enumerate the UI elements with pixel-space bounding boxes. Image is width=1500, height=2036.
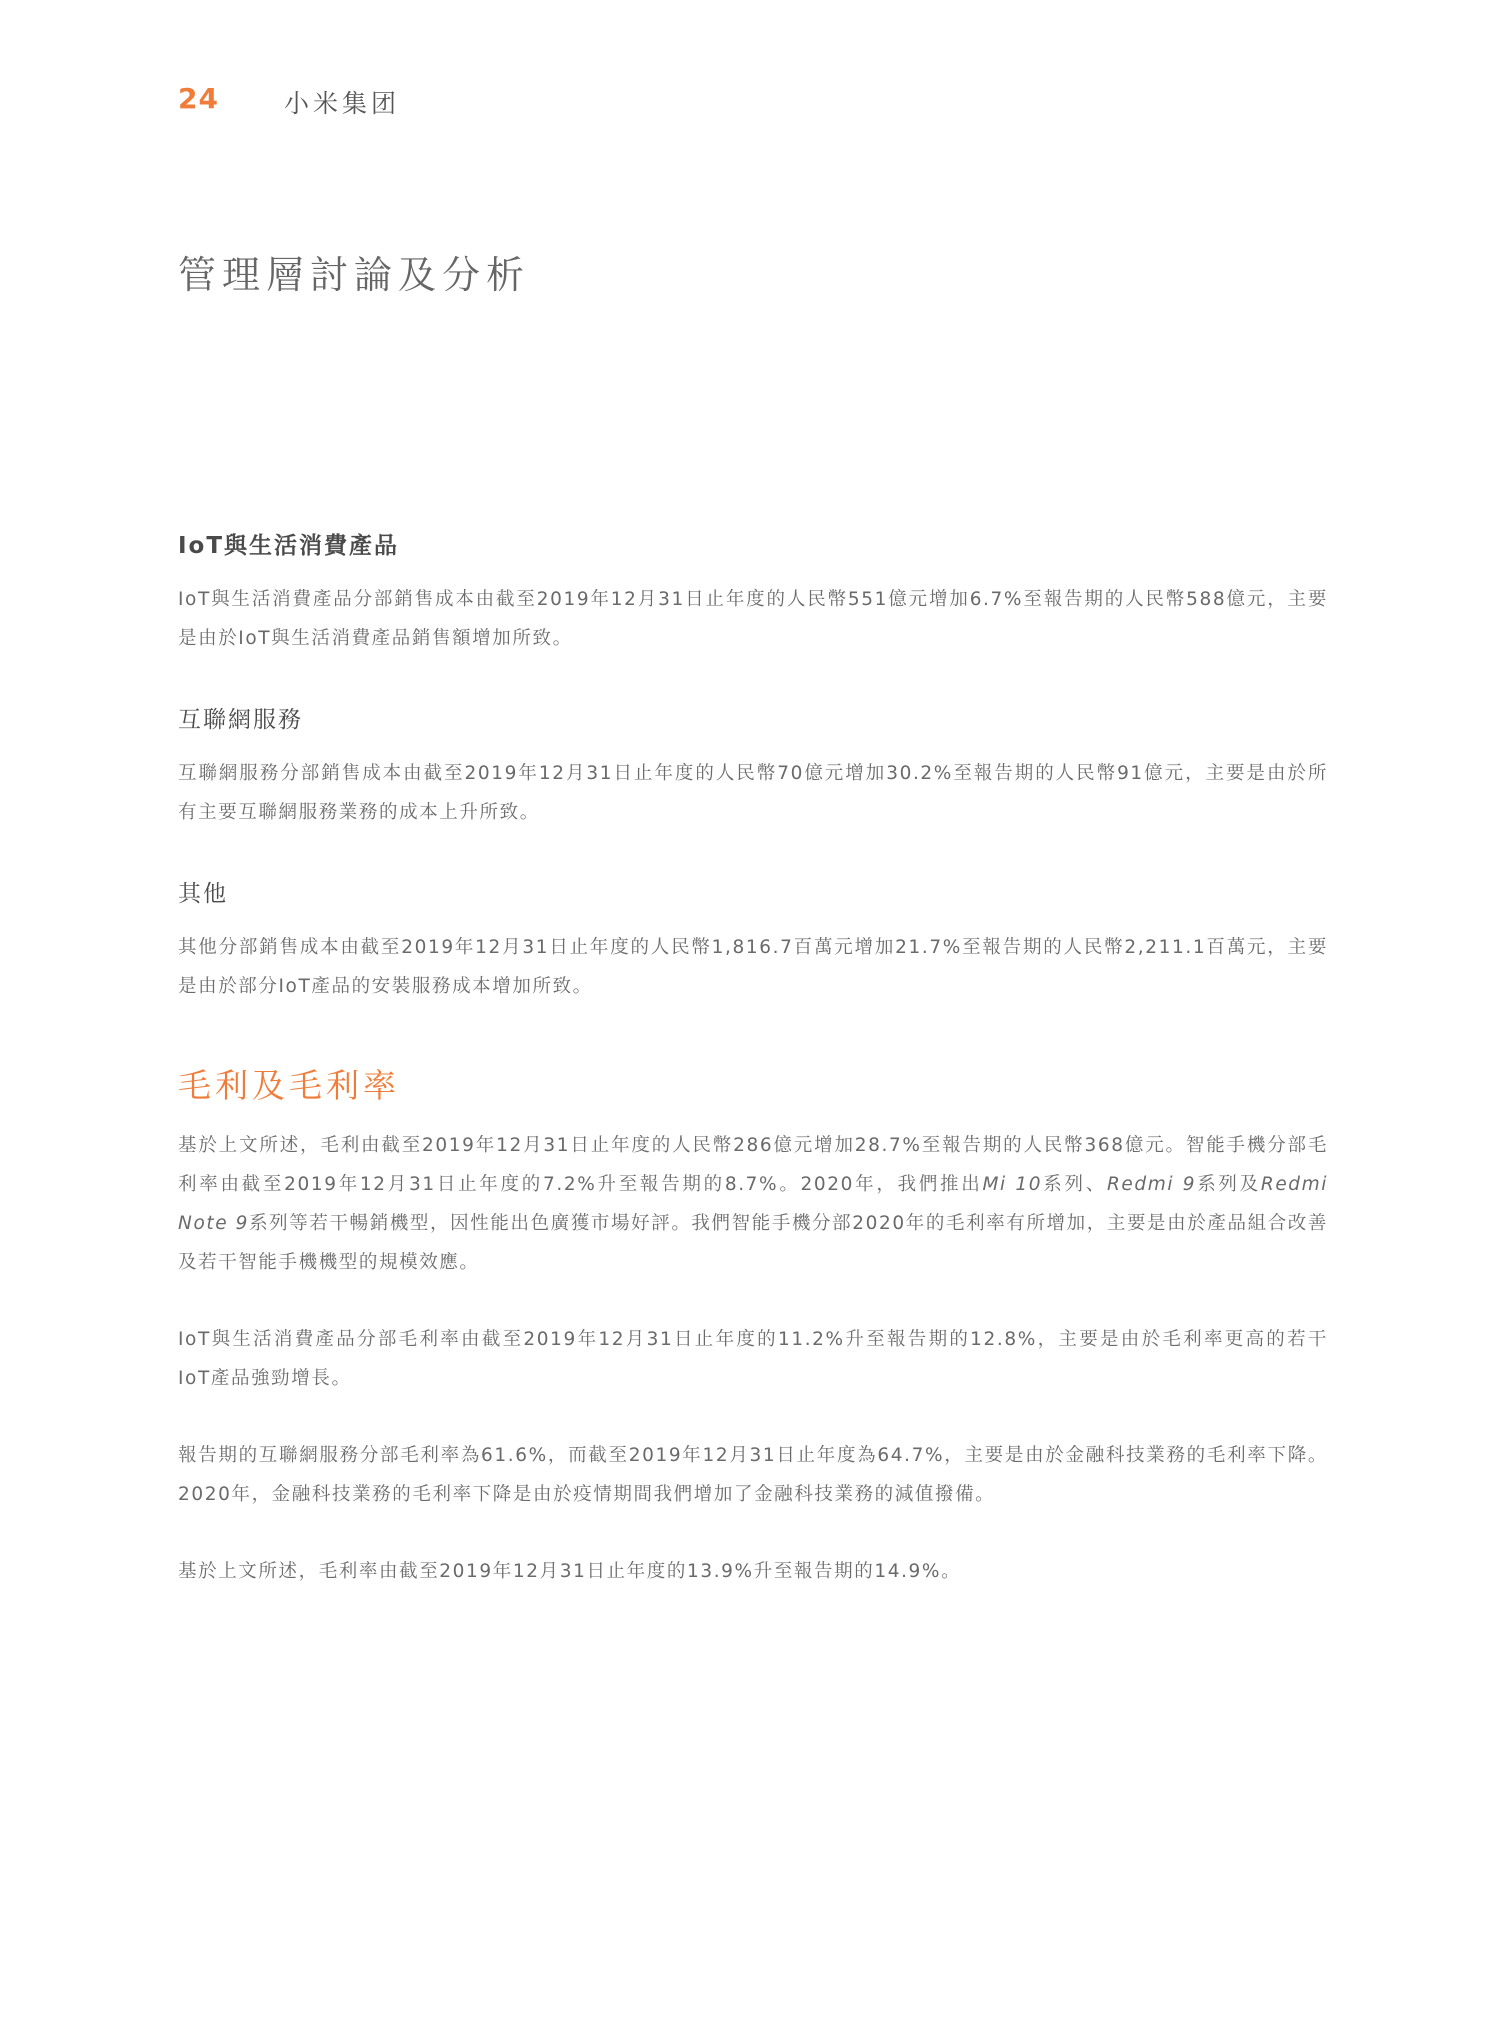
gp-p1-text-c: 系列、 [1042,1174,1107,1195]
page-title: 管理層討論及分析 [178,253,531,297]
page-number: 24 [178,82,219,115]
gp-p1-model-redmi9: Redmi 9 [1106,1174,1197,1195]
section-heading-iot: IoT與生活消費產品 [178,533,400,559]
gp-p1-model-mi10: Mi 10 [982,1174,1043,1195]
gp-p1-text-a: 基於上文所述，毛利由截至2019年12月31日止年度的人民幣286億元增加28.7%至報告期的人民幣368億元。智能手機分部毛利率由截至2019年12月31日止年度的7.2%升至報告期的8.7%。2020年，我們推出 [178,1135,1328,1195]
gross-profit-heading: 毛利及毛利率 [178,1066,400,1105]
company-name: 小米集团 [284,89,401,118]
main-content [178,530,1328,1629]
gp-p1-text-e: 系列及 [1196,1174,1261,1195]
section-paragraph-others: 其他分部銷售成本由截至2019年12月31日止年度的人民幣1,816.7百萬元增加21.7%至報告期的人民幣2,211.1百萬元，主要是由於部分IoT產品的安裝服務成本增加所致。 [178,937,1328,997]
section-paragraph-internet: 互聯網服務分部銷售成本由截至2019年12月31日止年度的人民幣70億元增加30.2%至報告期的人民幣91億元，主要是由於所有主要互聯網服務業務的成本上升所致。 [178,763,1328,823]
section-others [178,878,1328,1006]
gross-profit-paragraph-1 [178,1126,1328,1282]
gross-profit-paragraph-4: 基於上文所述，毛利率由截至2019年12月31日止年度的13.9%升至報告期的14.9%。 [178,1561,962,1582]
gross-profit-paragraph-3: 報告期的互聯網服務分部毛利率為61.6%，而截至2019年12月31日止年度為64.7%，主要是由於金融科技業務的毛利率下降。2020年，金融科技業務的毛利率下降是由於疫情期間我們增加了金融科技業務的減值撥備。 [178,1445,1328,1505]
section-internet [178,704,1328,832]
section-iot [178,530,1328,658]
section-heading-internet: 互聯網服務 [178,707,303,733]
section-paragraph-iot: IoT與生活消費產品分部銷售成本由截至2019年12月31日止年度的人民幣551億元增加6.7%至報告期的人民幣588億元，主要是由於IoT與生活消費產品銷售額增加所致。 [178,589,1328,649]
section-heading-others: 其他 [178,881,228,907]
gp-p1-text-g: 系列等若干暢銷機型，因性能出色廣獲市場好評。我們智能手機分部2020年的毛利率有所增加，主要是由於產品組合改善及若干智能手機機型的規模效應。 [178,1213,1329,1273]
gross-profit-paragraph-2: IoT與生活消費產品分部毛利率由截至2019年12月31日止年度的11.2%升至報告期的12.8%，主要是由於毛利率更高的若干IoT產品強勁增長。 [178,1329,1328,1389]
gp-p1-model-redmi-note9: Redmi Note 9 [178,1174,1329,1234]
